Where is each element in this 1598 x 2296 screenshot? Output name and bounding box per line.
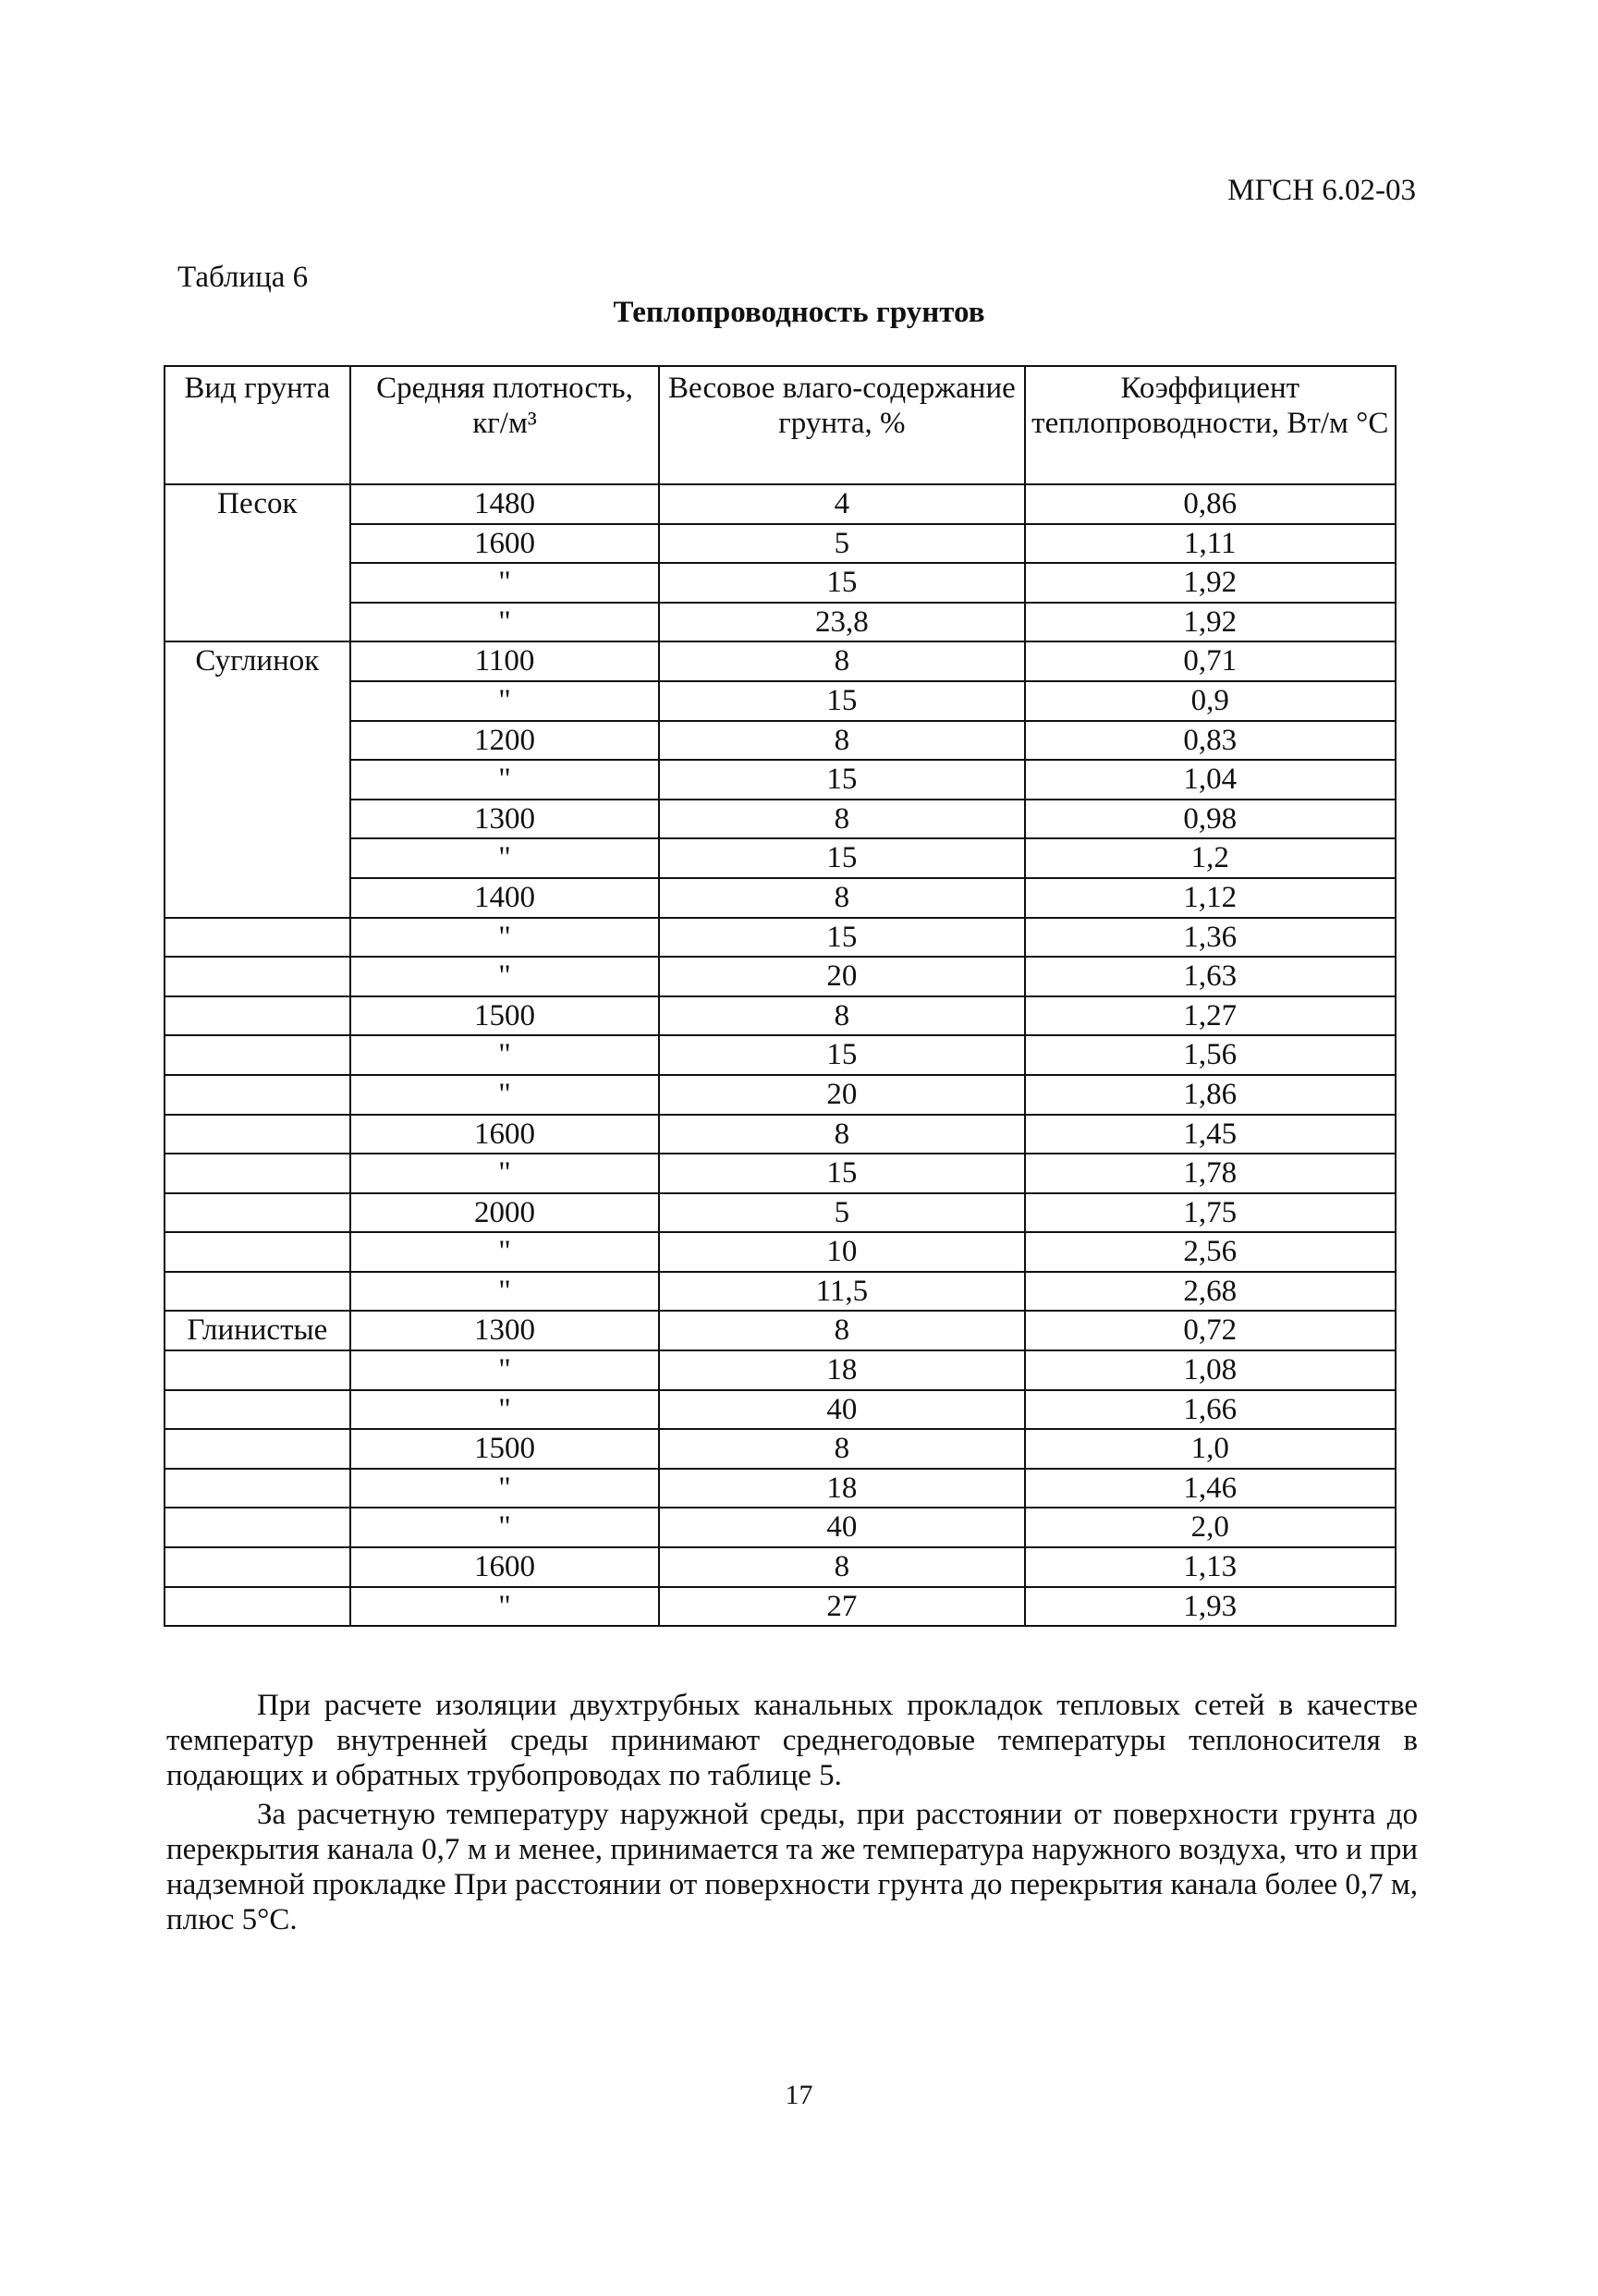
table-row — [165, 957, 1396, 996]
cell-moisture: 5 — [659, 524, 1024, 564]
cell-density: " — [350, 1508, 660, 1547]
cell-conductivity: 2,56 — [1025, 1232, 1396, 1272]
table-row — [165, 760, 1396, 800]
table-row — [165, 1429, 1396, 1469]
table-row — [165, 603, 1396, 642]
cell-conductivity: 1,86 — [1025, 1075, 1396, 1115]
cell-soil-type — [165, 1075, 350, 1115]
table-row — [165, 838, 1396, 878]
body-text — [166, 1688, 1418, 1941]
cell-moisture: 20 — [659, 957, 1024, 996]
table-row — [165, 800, 1396, 839]
cell-density: 1600 — [350, 1115, 660, 1154]
cell-density: 1600 — [350, 1547, 660, 1587]
cell-density: " — [350, 1232, 660, 1272]
table-row — [165, 1350, 1396, 1390]
paragraph: За расчетную температуру наружной среды, при расстоянии от поверхности грунта до перекрытия канала 0,7 м и менее, принимается та же температура наружного воздуха, что и при надземной прокладке При расстоянии от поверхности грунта до перекрытия канала более 0,7 м, плюс 5°С. — [166, 1798, 1419, 1936]
table-row — [165, 563, 1396, 603]
cell-density: " — [350, 1350, 660, 1390]
cell-density: 1100 — [350, 641, 660, 681]
cell-density: 1300 — [350, 800, 660, 839]
cell-conductivity: 1,56 — [1025, 1035, 1396, 1075]
cell-density: 1500 — [350, 996, 660, 1036]
cell-moisture: 18 — [659, 1350, 1024, 1390]
cell-moisture: 15 — [659, 681, 1024, 721]
cell-conductivity: 1,36 — [1025, 918, 1396, 958]
cell-moisture: 8 — [659, 1115, 1024, 1154]
table-row — [165, 1272, 1396, 1312]
cell-moisture: 18 — [659, 1469, 1024, 1508]
cell-conductivity: 0,83 — [1025, 721, 1396, 761]
table-row — [165, 1232, 1396, 1272]
cell-density: " — [350, 1469, 660, 1508]
column-header-density: Средняя плотность, кг/м³ — [350, 366, 660, 484]
cell-soil-type: Глинистые — [165, 1311, 350, 1350]
cell-soil-type — [165, 1350, 350, 1390]
cell-density: 1300 — [350, 1311, 660, 1350]
cell-conductivity: 1,27 — [1025, 996, 1396, 1036]
cell-soil-type — [165, 1429, 350, 1469]
cell-conductivity: 0,72 — [1025, 1311, 1396, 1350]
cell-moisture: 27 — [659, 1587, 1024, 1627]
cell-soil-type: Суглинок — [165, 641, 350, 917]
cell-moisture: 23,8 — [659, 603, 1024, 642]
cell-conductivity: 1,13 — [1025, 1547, 1396, 1587]
cell-density: " — [350, 1035, 660, 1075]
cell-moisture: 5 — [659, 1193, 1024, 1233]
column-header-moisture: Весовое влаго-содержание грунта, % — [659, 366, 1024, 484]
cell-moisture: 40 — [659, 1390, 1024, 1430]
cell-moisture: 8 — [659, 641, 1024, 681]
table-row — [165, 1193, 1396, 1233]
cell-moisture: 8 — [659, 1429, 1024, 1469]
cell-conductivity: 1,11 — [1025, 524, 1396, 564]
cell-density: " — [350, 603, 660, 642]
table-row — [165, 1547, 1396, 1587]
cell-density: " — [350, 760, 660, 800]
cell-soil-type — [165, 1232, 350, 1272]
cell-moisture: 15 — [659, 838, 1024, 878]
column-header-soil-type: Вид грунта — [165, 366, 350, 484]
cell-soil-type — [165, 1193, 350, 1233]
cell-moisture: 40 — [659, 1508, 1024, 1547]
cell-density: 1480 — [350, 484, 660, 524]
cell-conductivity: 1,2 — [1025, 838, 1396, 878]
cell-conductivity: 1,08 — [1025, 1350, 1396, 1390]
table-row — [165, 721, 1396, 761]
cell-moisture: 15 — [659, 563, 1024, 603]
document-code: МГСН 6.02-03 — [1227, 174, 1416, 207]
cell-moisture: 11,5 — [659, 1272, 1024, 1312]
cell-soil-type: Песок — [165, 484, 350, 641]
paragraph: При расчете изоляции двухтрубных канальных прокладок тепловых сетей в качестве температур внутренней среды принимают среднегодовые температуры теплоносителя в подающих и обратных трубопроводах по таблице 5. — [166, 1689, 1418, 1792]
table-row — [165, 641, 1396, 681]
cell-soil-type — [165, 1390, 350, 1430]
cell-conductivity: 1,04 — [1025, 760, 1396, 800]
cell-density: " — [350, 1154, 660, 1193]
table-row — [165, 1115, 1396, 1154]
cell-density: 1500 — [350, 1429, 660, 1469]
table-row — [165, 996, 1396, 1036]
table-row — [165, 878, 1396, 918]
cell-soil-type — [165, 1469, 350, 1508]
cell-conductivity: 1,75 — [1025, 1193, 1396, 1233]
cell-density: " — [350, 681, 660, 721]
table-row — [165, 1469, 1396, 1508]
cell-conductivity: 1,12 — [1025, 878, 1396, 918]
table-title: Теплопроводность грунтов — [613, 296, 985, 329]
cell-soil-type — [165, 996, 350, 1036]
cell-moisture: 15 — [659, 760, 1024, 800]
cell-moisture: 15 — [659, 1035, 1024, 1075]
table-row — [165, 1390, 1396, 1430]
cell-soil-type — [165, 1508, 350, 1547]
cell-conductivity: 0,86 — [1025, 484, 1396, 524]
cell-conductivity: 1,93 — [1025, 1587, 1396, 1627]
cell-density: 1600 — [350, 524, 660, 564]
table-row — [165, 524, 1396, 564]
cell-density: " — [350, 838, 660, 878]
cell-moisture: 8 — [659, 721, 1024, 761]
cell-moisture: 8 — [659, 878, 1024, 918]
cell-density: " — [350, 918, 660, 958]
cell-conductivity: 0,98 — [1025, 800, 1396, 839]
cell-conductivity: 1,46 — [1025, 1469, 1396, 1508]
cell-conductivity: 1,63 — [1025, 957, 1396, 996]
cell-density: " — [350, 1390, 660, 1430]
cell-moisture: 8 — [659, 996, 1024, 1036]
table-row — [165, 1587, 1396, 1627]
cell-conductivity: 1,92 — [1025, 603, 1396, 642]
cell-conductivity: 2,68 — [1025, 1272, 1396, 1312]
cell-density: " — [350, 957, 660, 996]
table-row — [165, 1075, 1396, 1115]
column-header-conductivity: Коэффициент теплопроводности, Вт/м °С — [1025, 366, 1396, 484]
cell-density: " — [350, 1075, 660, 1115]
table-row — [165, 681, 1396, 721]
cell-conductivity: 0,9 — [1025, 681, 1396, 721]
table-row — [165, 1035, 1396, 1075]
cell-soil-type — [165, 1154, 350, 1193]
cell-conductivity: 0,71 — [1025, 641, 1396, 681]
cell-moisture: 8 — [659, 1311, 1024, 1350]
cell-moisture: 15 — [659, 918, 1024, 958]
cell-density: " — [350, 1587, 660, 1627]
page-number: 17 — [785, 2080, 813, 2110]
table-row — [165, 484, 1396, 524]
cell-density: 2000 — [350, 1193, 660, 1233]
cell-conductivity: 2,0 — [1025, 1508, 1396, 1547]
table-row — [165, 1508, 1396, 1547]
cell-soil-type — [165, 1547, 350, 1587]
cell-soil-type — [165, 957, 350, 996]
cell-conductivity: 1,66 — [1025, 1390, 1396, 1430]
cell-density: 1200 — [350, 721, 660, 761]
cell-conductivity: 1,92 — [1025, 563, 1396, 603]
cell-soil-type — [165, 1115, 350, 1154]
cell-conductivity: 1,45 — [1025, 1115, 1396, 1154]
cell-soil-type — [165, 1587, 350, 1627]
table-row — [165, 1311, 1396, 1350]
cell-density: " — [350, 1272, 660, 1312]
cell-moisture: 8 — [659, 1547, 1024, 1587]
table-header-row — [165, 366, 1396, 484]
cell-density: 1400 — [350, 878, 660, 918]
cell-conductivity: 1,78 — [1025, 1154, 1396, 1193]
cell-soil-type — [165, 1035, 350, 1075]
cell-moisture: 8 — [659, 800, 1024, 839]
cell-moisture: 20 — [659, 1075, 1024, 1115]
table-row — [165, 1154, 1396, 1193]
table-body — [165, 484, 1396, 1626]
cell-density: " — [350, 563, 660, 603]
cell-moisture: 10 — [659, 1232, 1024, 1272]
cell-moisture: 4 — [659, 484, 1024, 524]
cell-soil-type — [165, 918, 350, 958]
table-label: Таблица 6 — [177, 261, 309, 294]
table-row — [165, 918, 1396, 958]
soil-conductivity-table — [164, 365, 1397, 1627]
cell-moisture: 15 — [659, 1154, 1024, 1193]
cell-conductivity: 1,0 — [1025, 1429, 1396, 1469]
cell-soil-type — [165, 1272, 350, 1312]
